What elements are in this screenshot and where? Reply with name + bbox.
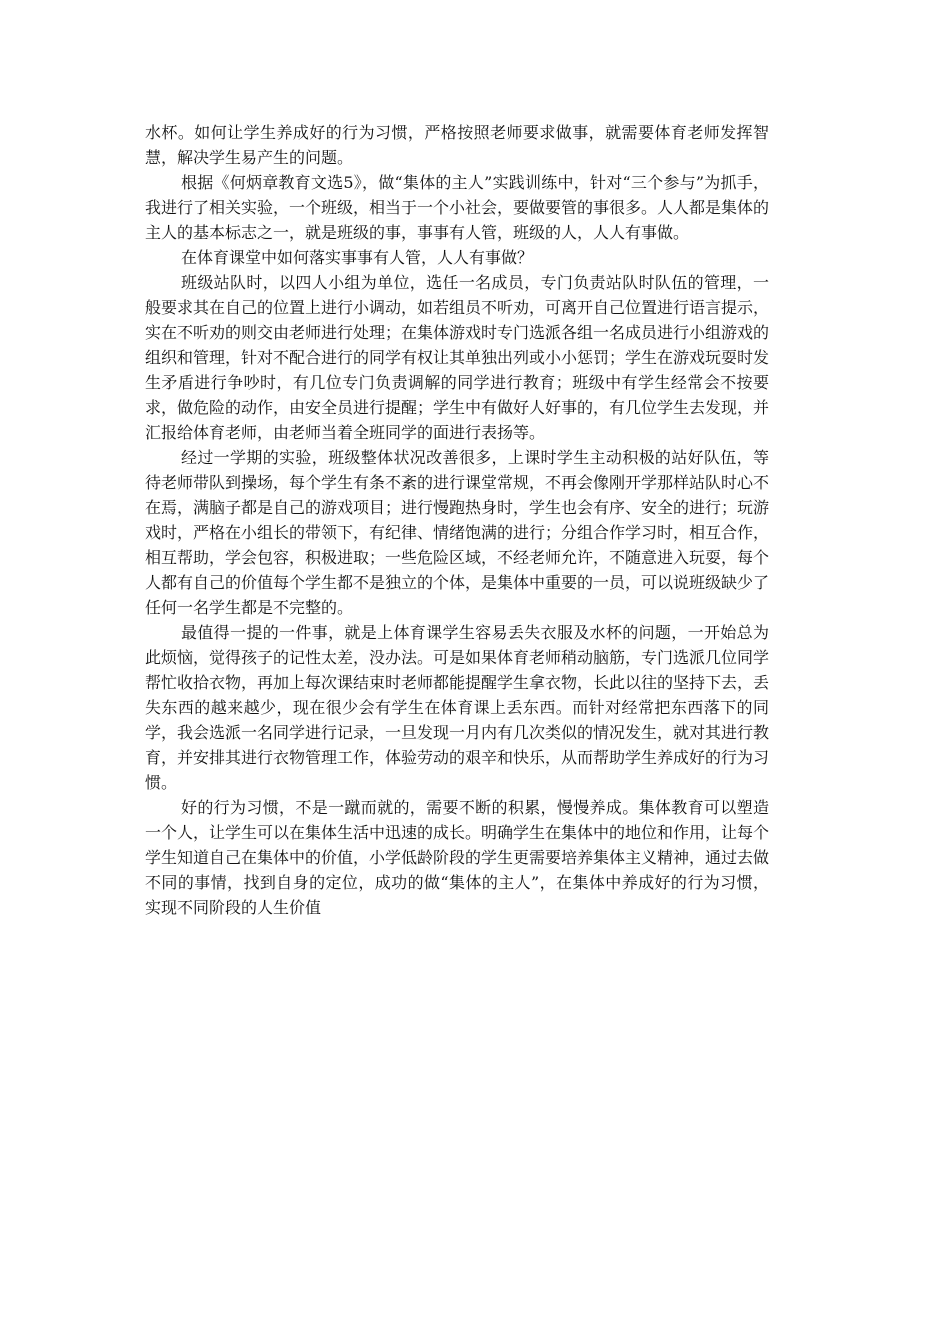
paragraph-example: 最值得一提的一件事，就是上体育课学生容易丢失衣服及水杯的问题，一开始总为此烦恼，觉得孩子的记性太差，没办法。可是如果体育老师稍动脑筋，专门选派几位同学帮忙收拾衣物，再加上每次课结束时老师都能提醒学生拿衣物，长此以往的坚持下去，丢失东西的越来越少，现在很少会有学生在体育课上丢东西。而针对经常把东西落下的同学，我会选派一名同学进行记录，一旦发现一月内有几次类似的情况发生，就对其进行教育，并安排其进行衣物管理工作，体验劳动的艰辛和快乐，从而帮助学生养成好的行为习惯。 [145,623,770,792]
paragraph-results: 经过一学期的实验，班级整体状况改善很多，上课时学生主动积极的站好队伍，等待老师带队到操场，每个学生有条不紊的进行课堂常规，不再会像刚开学那样站队时心不在焉，满脑子都是自己的游戏项目；进行慢跑热身时，学生也会有序、安全的进行；玩游戏时，严格在小组长的带领下，有纪律、情绪饱满的进行；分组合作学习时，相互合作，相互帮助，学会包容，积极进取；一些危险区域，不经老师允许，不随意进入玩耍，每个人都有自己的价值每个学生都不是独立的个体，是集体中重要的一员，可以说班级缺少了任何一名学生都是不完整的。 [145,448,770,617]
paragraph-conclusion: 好的行为习惯，不是一蹴而就的，需要不断的积累，慢慢养成。集体教育可以塑造一个人，让学生可以在集体生活中迅速的成长。明确学生在集体中的地位和作用，让每个学生知道自己在集体中的价值，小学低龄阶段的学生更需要培养集体主义精神，通过去做不同的事情，找到自身的定位，成功的做“集体的主人”，在集体中养成好的行为习惯，实现不同阶段的人生价值 [145,798,770,917]
paragraph-question: 在体育课堂中如何落实事事有人管，人人有事做？ [181,248,534,267]
paragraph-method: 班级站队时，以四人小组为单位，选任一名成员，专门负责站队时队伍的管理，一般要求其在自己的位置上进行小调动，如若组员不听劝，可离开自己位置进行语言提示，实在不听劝的则交由老师进行处理；在集体游戏时专门选派各组一名成员进行小组游戏的组织和管理，针对不配合进行的同学有权让其单独出列或小小惩罚；学生在游戏玩耍时发生矛盾进行争吵时，有几位专门负责调解的同学进行教育；班级中有学生经常会不按要求，做危险的动作，由安全员进行提醒；学生中有做好人好事的，有几位学生去发现，并汇报给体育老师，由老师当着全班同学的面进行表扬等。 [145,273,770,442]
document-body [145,120,769,920]
paragraph-background: 根据《何炳章教育文选5》，做“集体的主人”实践训练中，针对“三个参与”为抓手，我进行了相关实验，一个班级，相当于一个小社会，要做要管的事很多。人人都是集体的主人的基本标志之一，就是班级的事，事事有人管，班级的人，人人有事做。 [145,173,770,242]
paragraph-continuation: 水杯。如何让学生养成好的行为习惯，严格按照老师要求做事，就需要体育老师发挥智慧，解决学生易产生的问题。 [145,123,769,167]
